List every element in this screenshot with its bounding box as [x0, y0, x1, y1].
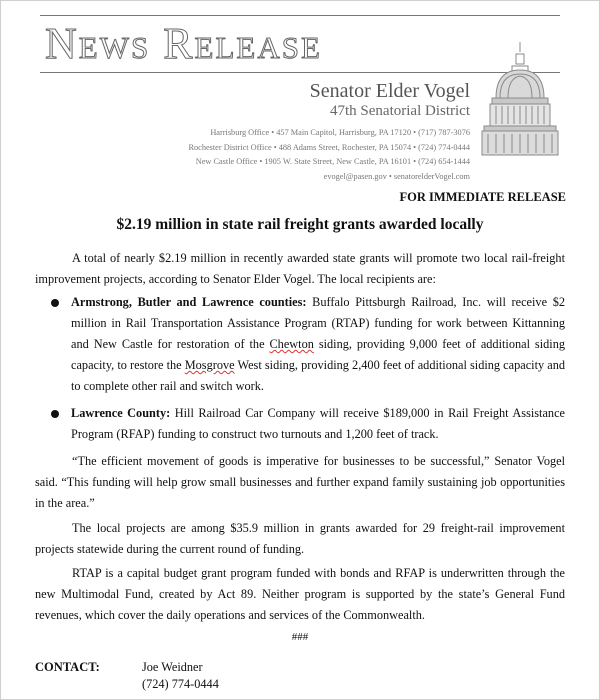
- senatorial-district: 47th Senatorial District: [330, 103, 470, 119]
- capitol-dome-icon: [478, 40, 562, 158]
- rochester-office-line: Rochester District Office • 488 Adams Street, Rochester, PA 15074 • (724) 774-0444: [188, 143, 470, 152]
- bullet-text: Buffalo Pittsburgh Railroad, Inc. will receive $2 million in Rail Transportation Assistance Program (RTAP) funding for work between Kittanning and New Castle for restoration of the: [71, 295, 566, 351]
- end-mark: ###: [291, 631, 309, 643]
- senator-name: Senator Elder Vogel: [309, 80, 470, 102]
- quote-paragraph: “The efficient movement of goods is imperative for businesses to be successful,” Senator Vogel said. “This funding will help grow small businesses and further expand family sustaining job opportunities in the area.”: [35, 454, 565, 510]
- bullet-heading: Lawrence County:: [71, 406, 171, 420]
- masthead-title: News Release: [45, 19, 322, 68]
- bullet-heading: Armstrong, Butler and Lawrence counties:: [71, 295, 307, 309]
- bullet-text: siding, providing 9,000 feet of additional siding capacity, to restore the: [71, 337, 565, 372]
- projects-paragraph: The local projects are among $35.9 million in grants awarded for 29 freight-rail improvement projects statewide during the current round of funding.: [35, 521, 565, 556]
- contact-name: Joe Weidner: [142, 660, 203, 674]
- bullet-dot: [51, 410, 59, 418]
- bullet-text: West siding, providing 2,400 feet of additional siding capacity and to complete other rail and switch work.: [71, 358, 565, 393]
- bullet-armstrong-butler-lawrence: [71, 292, 565, 397]
- release-status: FOR IMMEDIATE RELEASE: [399, 190, 566, 204]
- spellcheck-word: Chewton: [269, 337, 314, 351]
- new-castle-office-line: New Castle Office • 1905 W. State Street, New Castle, PA 16101 • (724) 654-1444: [195, 157, 470, 166]
- contact-phone: (724) 774-0444: [142, 677, 219, 691]
- bullet-text: Hill Railroad Car Company will receive $189,000 in Rail Freight Assistance Program (RFAP) funding to construct two turnouts and 1,200 feet of track.: [71, 406, 565, 441]
- contact-label: CONTACT:: [35, 660, 100, 674]
- spellcheck-word: Mosgrove: [184, 358, 235, 372]
- harrisburg-office-line: Harrisburg Office • 457 Main Capitol, Harrisburg, PA 17120 • (717) 787-3076: [210, 128, 470, 137]
- intro-paragraph: A total of nearly $2.19 million in recently awarded state grants will promote two local rail-freight improvement projects, according to Senator Elder Vogel. The local recipients are:: [35, 251, 565, 286]
- bullet-dot: [51, 299, 59, 307]
- bullet-lawrence-county: [71, 403, 565, 445]
- headline: $2.19 million in state rail freight grants awarded locally: [116, 216, 484, 233]
- contact-email-web-line: evogel@pasen.gov • senatorelderVogel.com: [323, 172, 470, 181]
- rtap-paragraph: RTAP is a capital budget grant program funded with bonds and RFAP is underwritten through the new Multimodal Fund, created by Act 89. Neither program is supported by the state’s General Fund revenues, which cover the daily operations and services of the Commonwealth.: [35, 566, 565, 622]
